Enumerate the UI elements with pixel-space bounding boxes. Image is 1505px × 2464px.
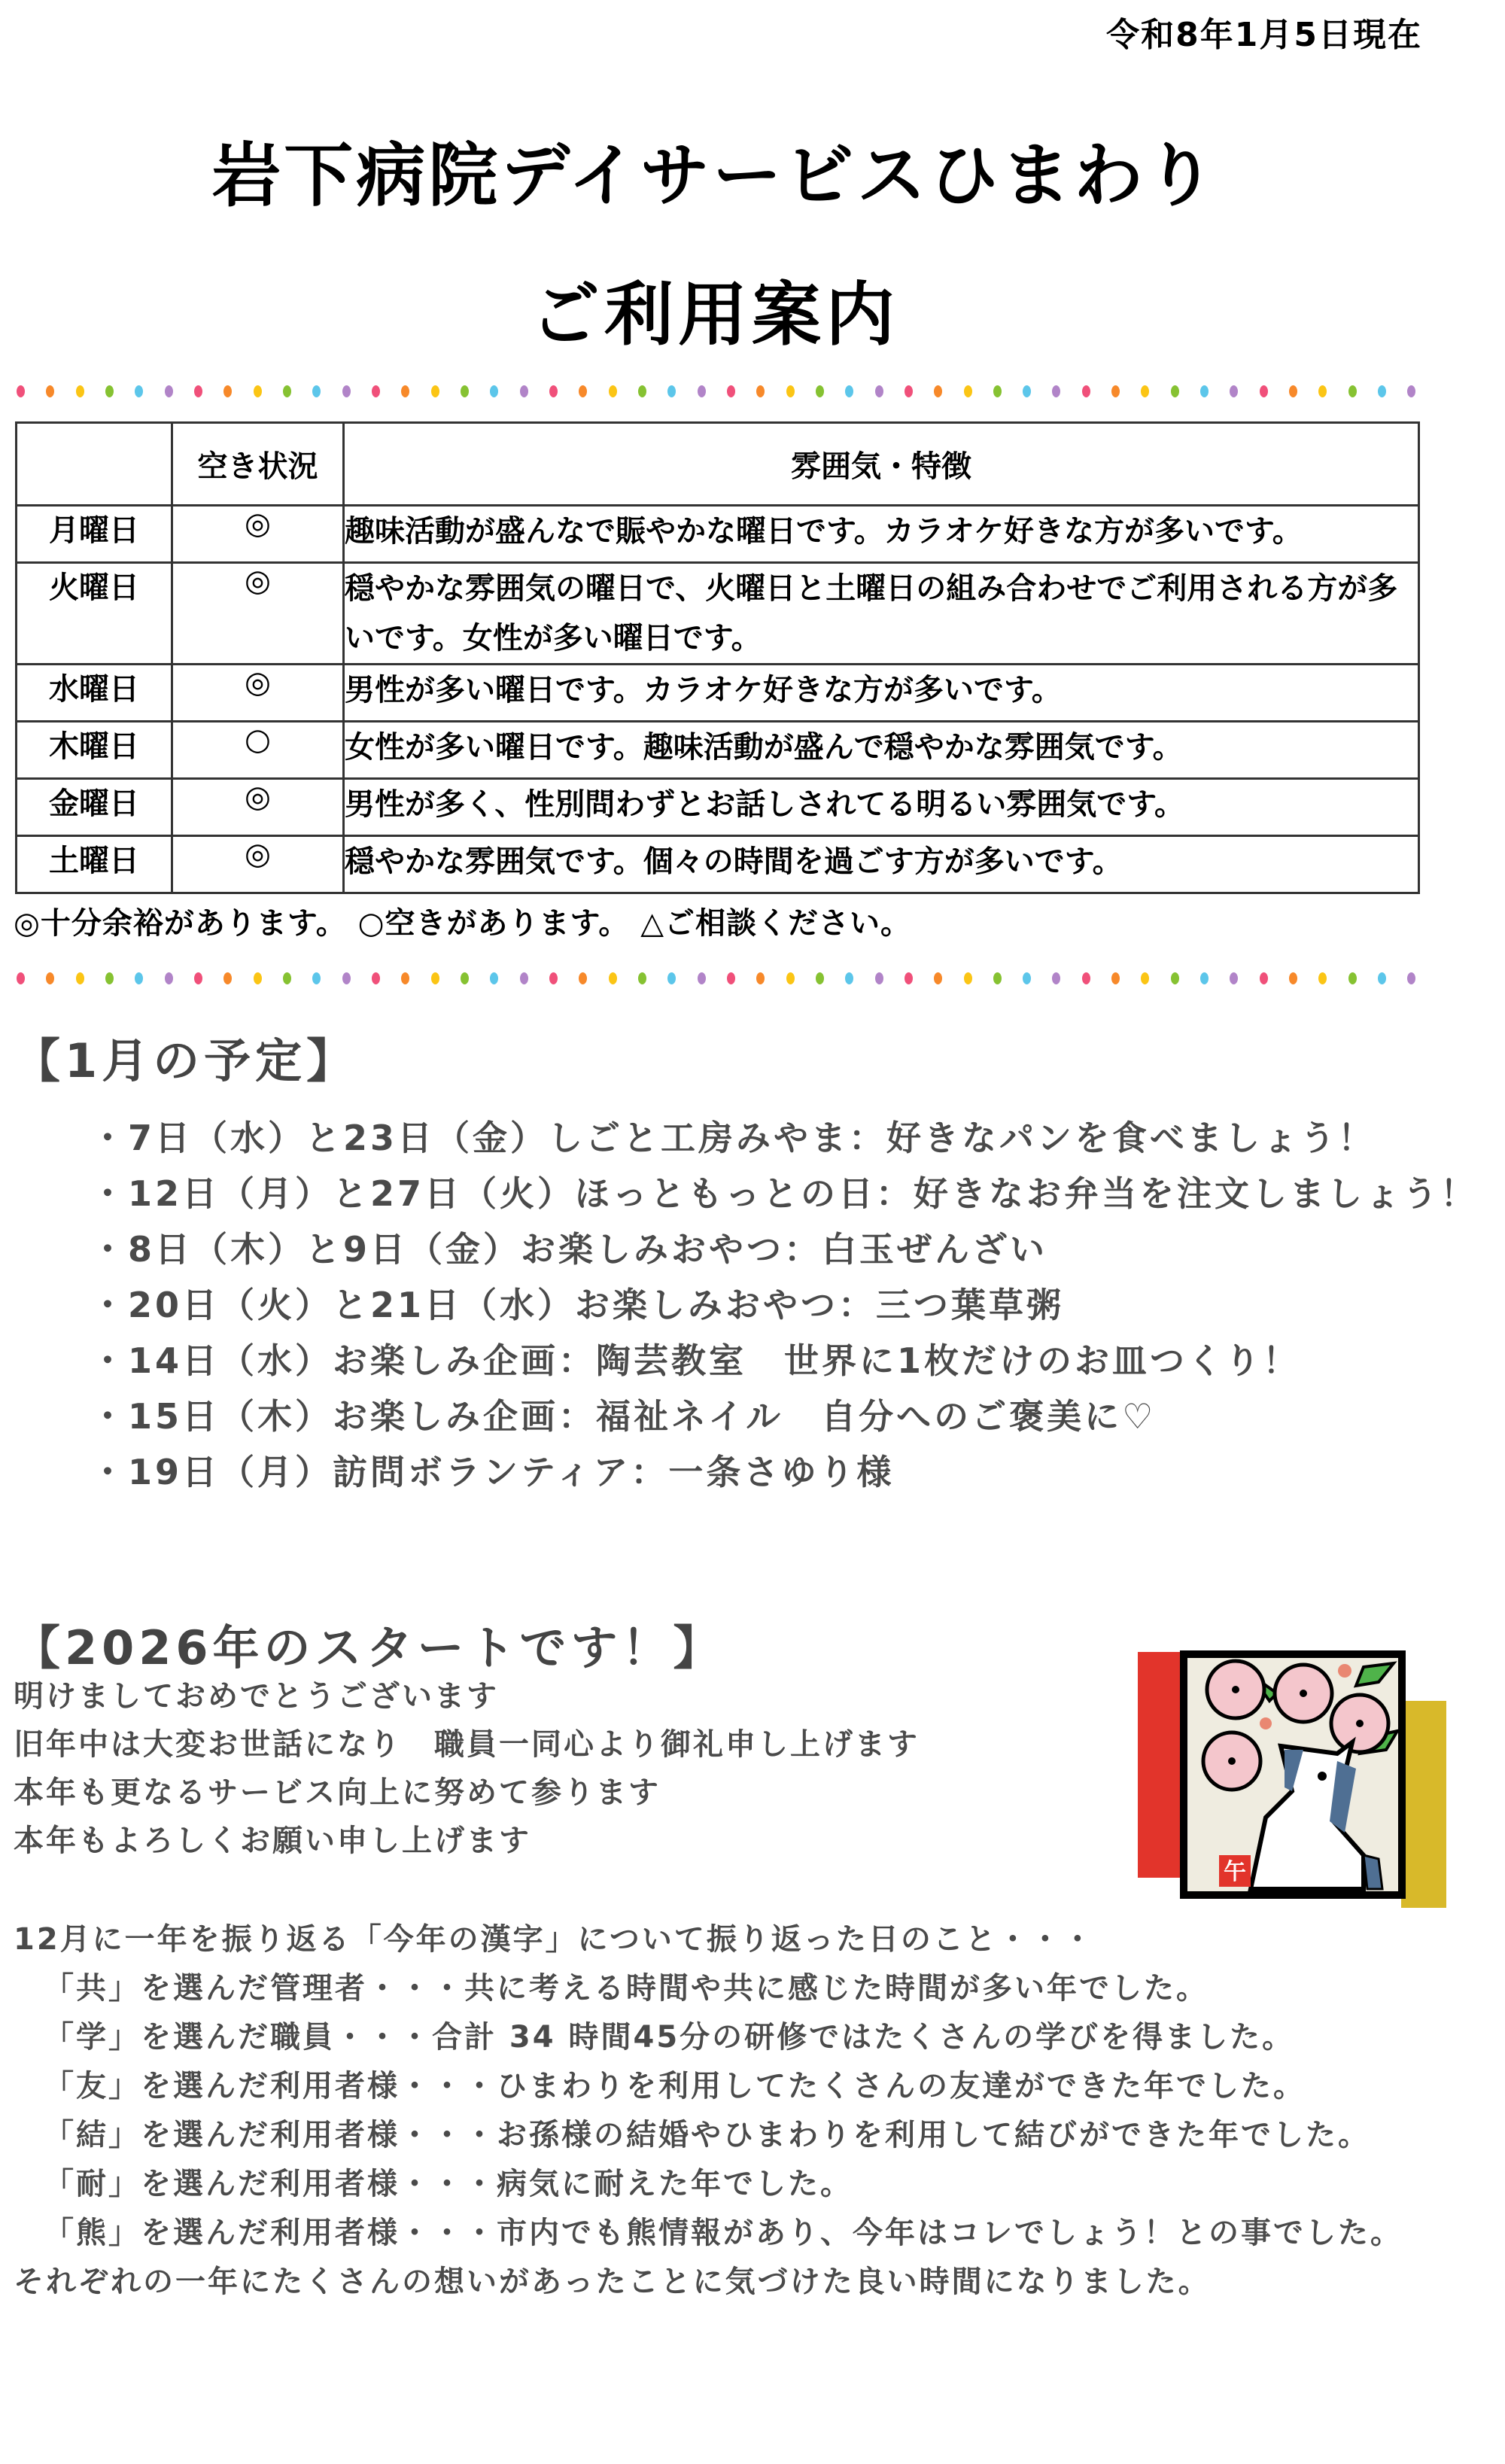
- divider-dot: [165, 385, 173, 397]
- divider-dot: [1082, 972, 1090, 984]
- divider-dot: [135, 385, 143, 397]
- kanji-item: 「共」を選んだ管理者・・・共に考える時間や共に感じた時間が多い年でした。: [44, 1971, 1209, 2006]
- table-row: [17, 506, 1419, 563]
- divider-dot: [46, 385, 54, 397]
- kanji-item: 「熊」を選んだ利用者様・・・市内でも熊情報があり、今年はコレでしょう！との事でした。: [44, 2216, 1403, 2250]
- divider-dot: [254, 385, 262, 397]
- divider-dot: [1111, 385, 1120, 397]
- divider-dot: [698, 385, 706, 397]
- divider-dot: [934, 972, 942, 984]
- greeting-line: 明けましておめでとうございます: [14, 1679, 499, 1714]
- divider-dot: [223, 972, 232, 984]
- divider-dot: [105, 972, 114, 984]
- divider-dot: [698, 972, 706, 984]
- divider-dot: [283, 385, 291, 397]
- divider-dot: [1289, 972, 1297, 984]
- horse-plum-blossom-icon: [1138, 1637, 1454, 1908]
- schedule-list: [90, 1110, 1478, 1500]
- kanji-item: 「結」を選んだ利用者様・・・お孫様の結婚やひまわりを利用して結びができた年でした。: [44, 2118, 1370, 2152]
- divider-dot: [1052, 385, 1060, 397]
- divider-dot: [461, 385, 469, 397]
- divider-dot: [638, 385, 646, 397]
- divider-dot: [372, 972, 380, 984]
- kanji-item: 「学」を選んだ職員・・・合計 34 時間45分の研修ではたくさんの学びを得ました。: [44, 2020, 1295, 2055]
- divider-dot: [549, 385, 558, 397]
- schedule-item: ・19日（月）訪問ボランティア：一条さゆり様: [90, 1452, 895, 1492]
- table-row: [17, 722, 1419, 779]
- header-availability: 空き状況: [172, 423, 344, 506]
- divider-dot: [756, 972, 765, 984]
- divider-dot: [667, 385, 676, 397]
- as-of-date: 令和8年1月5日現在: [1106, 16, 1422, 54]
- divider-dot: [727, 385, 735, 397]
- divider-dot: [756, 385, 765, 397]
- table-row: [17, 836, 1419, 893]
- divider-dot: [1052, 972, 1060, 984]
- divider-dot: [1407, 972, 1415, 984]
- status-cell: ◎: [172, 563, 344, 665]
- divider-dot: [964, 972, 972, 984]
- day-cell: 月曜日: [17, 506, 172, 563]
- divider-dot: [1023, 972, 1031, 984]
- kanji-reflection-block: [14, 1915, 1403, 2307]
- new-year-title: 【2026年のスタートです！】: [14, 1620, 725, 1675]
- header-day: [17, 423, 172, 506]
- page-title: 岩下病院デイサービスひまわり: [211, 135, 1218, 216]
- divider-dot: [875, 385, 883, 397]
- divider-dot: [1200, 385, 1209, 397]
- divider-dot: [993, 385, 1002, 397]
- description-cell: 男性が多い曜日です。カラオケ好きな方が多いです。: [344, 665, 1419, 722]
- divider-dot: [1260, 385, 1268, 397]
- divider-dot: [1289, 385, 1297, 397]
- divider-dot: [401, 385, 409, 397]
- description-cell: 趣味活動が盛んなで賑やかな曜日です。カラオケ好きな方が多いです。: [344, 506, 1419, 563]
- divider-dot: [993, 972, 1002, 984]
- divider-dot: [401, 972, 409, 984]
- page-subtitle: ご利用案内: [530, 275, 899, 355]
- schedule-item: ・8日（木）と9日（金）お楽しみおやつ：白玉ぜんざい: [90, 1229, 1048, 1270]
- status-cell: ○: [172, 722, 344, 779]
- divider-dot: [964, 385, 972, 397]
- status-cell: ◎: [172, 506, 344, 563]
- divider-dot: [1260, 972, 1268, 984]
- divider-dot: [905, 385, 913, 397]
- dotted-divider-bottom: [17, 971, 1416, 986]
- divider-dot: [76, 972, 84, 984]
- description-cell: 女性が多い曜日です。趣味活動が盛んで穏やかな雰囲気です。: [344, 722, 1419, 779]
- greeting-line: 旧年中は大変お世話になり 職員一同心より御礼申し上げます: [14, 1727, 920, 1762]
- divider-dot: [165, 972, 173, 984]
- divider-dot: [1171, 385, 1179, 397]
- divider-dot: [223, 385, 232, 397]
- divider-dot: [549, 972, 558, 984]
- divider-dot: [490, 385, 498, 397]
- divider-dot: [520, 385, 528, 397]
- divider-dot: [1230, 385, 1238, 397]
- divider-dot: [1348, 385, 1357, 397]
- schedule-item: ・14日（水）お楽しみ企画：陶芸教室 世界に1枚だけのお皿つくり！: [90, 1340, 1301, 1381]
- availability-table: [15, 421, 1420, 894]
- divider-dot: [520, 972, 528, 984]
- divider-dot: [786, 385, 795, 397]
- divider-dot: [46, 972, 54, 984]
- description-cell: 男性が多く、性別問わずとお話しされてる明るい雰囲気です。: [344, 779, 1419, 836]
- availability-legend: ◎十分余裕があります。 ○空きがあります。 △ご相談ください。: [14, 906, 912, 941]
- divider-dot: [17, 972, 25, 984]
- divider-dot: [1082, 385, 1090, 397]
- divider-dot: [579, 385, 587, 397]
- divider-dot: [1141, 972, 1149, 984]
- divider-dot: [1407, 385, 1415, 397]
- divider-dot: [1318, 385, 1327, 397]
- divider-dot: [372, 385, 380, 397]
- divider-dot: [1200, 972, 1209, 984]
- divider-dot: [1111, 972, 1120, 984]
- schedule-item: ・7日（水）と23日（金）しごと工房みやま：好きなパンを食べましょう！: [90, 1118, 1376, 1158]
- schedule-item: ・15日（木）お楽しみ企画：福祉ネイル 自分へのご褒美に♡: [90, 1396, 1157, 1437]
- header-features: 雰囲気・特徴: [344, 423, 1419, 506]
- svg-text:午: 午: [1224, 1859, 1246, 1885]
- divider-dot: [342, 972, 351, 984]
- divider-dot: [194, 972, 202, 984]
- divider-dot: [254, 972, 262, 984]
- kanji-closing: それぞれの一年にたくさんの想いがあったことに気づけた良い時間になりました。: [14, 2265, 1211, 2299]
- divider-dot: [490, 972, 498, 984]
- description-cell: 穏やかな雰囲気の曜日で、火曜日と土曜日の組み合わせでご利用される方が多いです。女性が多い曜日です。: [344, 563, 1419, 665]
- status-cell: ◎: [172, 665, 344, 722]
- divider-dot: [609, 385, 617, 397]
- divider-dot: [1141, 385, 1149, 397]
- schedule-item: ・20日（火）と21日（水）お楽しみおやつ：三つ葉草粥: [90, 1285, 1065, 1325]
- divider-dot: [1378, 385, 1386, 397]
- table-row: [17, 563, 1419, 665]
- divider-dot: [905, 972, 913, 984]
- day-cell: 金曜日: [17, 779, 172, 836]
- divider-dot: [1318, 972, 1327, 984]
- day-cell: 土曜日: [17, 836, 172, 893]
- divider-dot: [816, 385, 824, 397]
- divider-dot: [76, 385, 84, 397]
- dotted-divider-top: [17, 384, 1416, 399]
- greeting-block: [14, 1672, 920, 1865]
- greeting-line: 本年もよろしくお願い申し上げます: [14, 1824, 531, 1858]
- divider-dot: [431, 972, 439, 984]
- divider-dot: [1378, 972, 1386, 984]
- day-cell: 木曜日: [17, 722, 172, 779]
- status-cell: ◎: [172, 836, 344, 893]
- divider-dot: [875, 972, 883, 984]
- divider-dot: [934, 385, 942, 397]
- divider-dot: [105, 385, 114, 397]
- divider-dot: [1230, 972, 1238, 984]
- divider-dot: [431, 385, 439, 397]
- divider-dot: [579, 972, 587, 984]
- kanji-item: 「耐」を選んだ利用者様・・・病気に耐えた年でした。: [44, 2167, 853, 2201]
- divider-dot: [312, 385, 321, 397]
- divider-dot: [638, 972, 646, 984]
- divider-dot: [727, 972, 735, 984]
- divider-dot: [17, 385, 25, 397]
- kanji-intro: 12月に一年を振り返る「今年の漢字」について振り返った日のこと・・・: [14, 1922, 1095, 1957]
- divider-dot: [845, 972, 853, 984]
- status-cell: ◎: [172, 779, 344, 836]
- divider-dot: [816, 972, 824, 984]
- divider-dot: [312, 972, 321, 984]
- schedule-title: 【1月の予定】: [14, 1033, 358, 1088]
- table-row: [17, 665, 1419, 722]
- table-row: [17, 779, 1419, 836]
- description-cell: 穏やかな雰囲気です。個々の時間を過ごす方が多いです。: [344, 836, 1419, 893]
- divider-dot: [342, 385, 351, 397]
- divider-dot: [461, 972, 469, 984]
- greeting-line: 本年も更なるサービス向上に努めて参ります: [14, 1775, 661, 1810]
- divider-dot: [194, 385, 202, 397]
- divider-dot: [1171, 972, 1179, 984]
- day-cell: 火曜日: [17, 563, 172, 665]
- kanji-item: 「友」を選んだ利用者様・・・ひまわりを利用してたくさんの友達ができた年でした。: [44, 2069, 1306, 2104]
- divider-dot: [845, 385, 853, 397]
- schedule-item: ・12日（月）と27日（火）ほっともっとの日：好きなお弁当を注文しましょう！: [90, 1173, 1479, 1214]
- day-cell: 水曜日: [17, 665, 172, 722]
- divider-dot: [283, 972, 291, 984]
- divider-dot: [609, 972, 617, 984]
- divider-dot: [1023, 385, 1031, 397]
- divider-dot: [135, 972, 143, 984]
- divider-dot: [667, 972, 676, 984]
- table-header-row: [17, 423, 1419, 506]
- divider-dot: [1348, 972, 1357, 984]
- divider-dot: [786, 972, 795, 984]
